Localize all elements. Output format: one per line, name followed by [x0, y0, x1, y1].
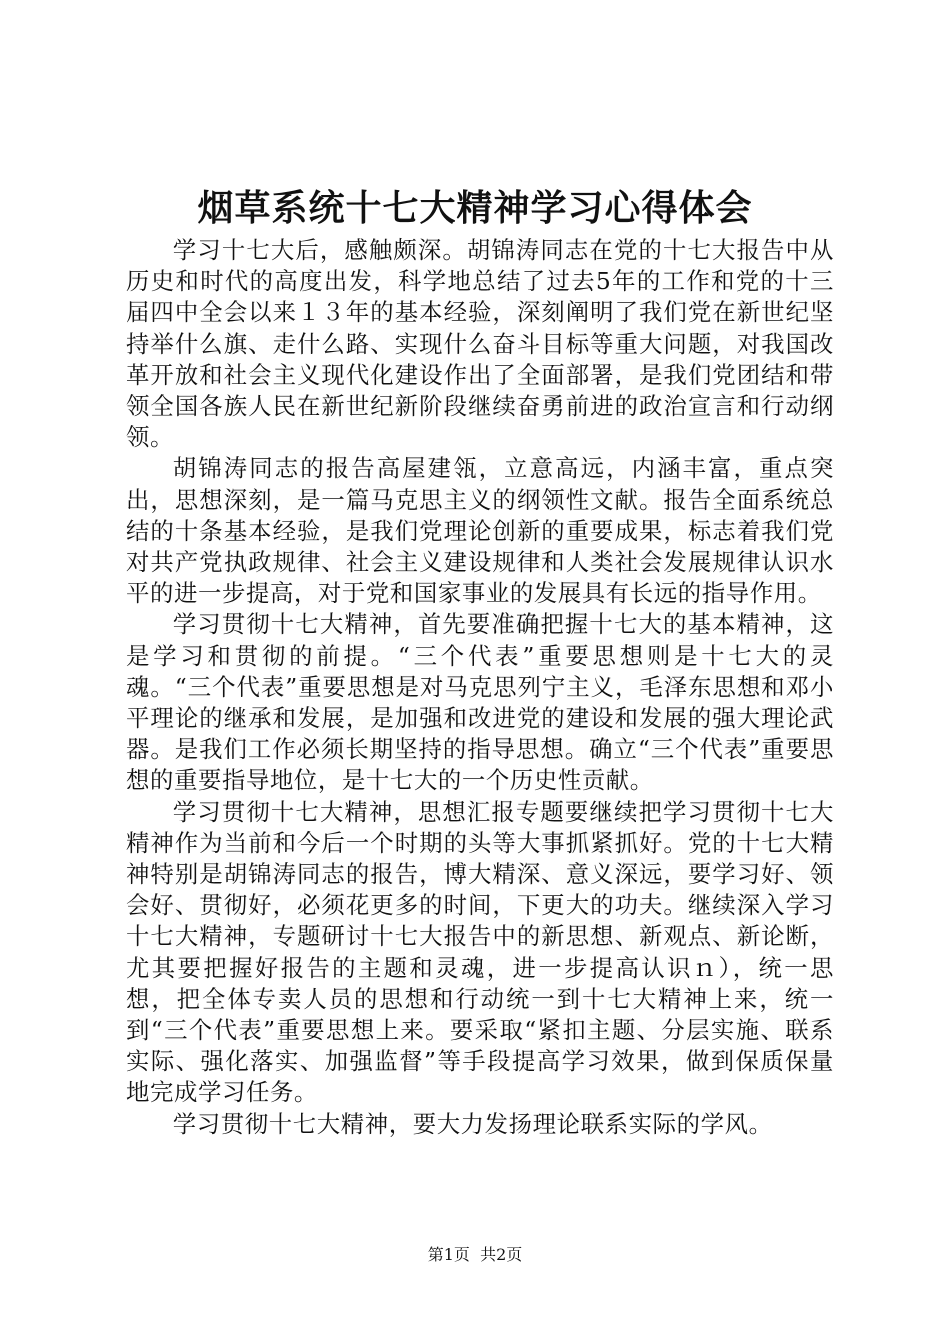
paragraph-3: 学习贯彻十七大精神，首先要准确把握十七大的基本精神，这是学习和贯彻的前提。“三个代表”重要思想则是十七大的灵魂。“三个代表”重要思想是对马克思列宁主义，毛泽东思想和邓小平理论的继承和发展，是加强和改进党的建设和发展的强大理论武器。是我们工作必须长期坚持的指导思想。确立“三个代表”重要思想的重要指导地位，是十七大的一个历史性贡献。 [126, 610, 834, 795]
page-number: 第1页 [427, 1245, 470, 1264]
document-body [126, 235, 834, 1140]
page-total: 共2页 [480, 1245, 523, 1264]
document-title: 烟草系统十七大精神学习心得体会 [197, 187, 753, 229]
page-footer [0, 1243, 950, 1267]
footer-separator [470, 1245, 480, 1264]
paragraph-2: 胡锦涛同志的报告高屋建瓴，立意高远，内涵丰富，重点突出，思想深刻，是一篇马克思主义的纲领性文献。报告全面系统总结的十条基本经验，是我们党理论创新的重要成果，标志着我们党对共产党执政规律、社会主义建设规律和人类社会发展规律认识水平的进一步提高，对于党和国家事业的发展具有长远的指导作用。 [126, 454, 834, 608]
paragraph-4: 学习贯彻十七大精神，思想汇报专题要继续把学习贯彻十七大精神作为当前和今后一个时期的头等大事抓紧抓好。党的十七大精神特别是胡锦涛同志的报告，博大精深、意义深远，要学习好、领会好、贯彻好，必须花更多的时间，下更大的功夫。继续深入学习十七大精神，专题研讨十七大报告中的新思想、新观点、新论断，尤其要把握好报告的主题和灵魂，进一步提高认识ｎ），统一思想，把全体专卖人员的思想和行动统一到十七大精神上来，统一到“三个代表”重要思想上来。要采取“紧扣主题、分层实施、联系实际、强化落实、加强监督”等手段提高学习效果，做到保质保量地完成学习任务。 [126, 797, 834, 1107]
paragraph-1: 学习十七大后，感触颇深。胡锦涛同志在党的十七大报告中从历史和时代的高度出发，科学地总结了过去5年的工作和党的十三届四中全会以来１３年的基本经验，深刻阐明了我们党在新世纪坚持举什么旗、走什么路、实现什么奋斗目标等重大问题，对我国改革开放和社会主义现代化建设作出了全面部署，是我们党团结和带领全国各族人民在新世纪新阶段继续奋勇前进的政治宣言和行动纲领。 [126, 236, 834, 452]
paragraph-5: 学习贯彻十七大精神，要大力发扬理论联系实际的学风。 [172, 1109, 773, 1138]
